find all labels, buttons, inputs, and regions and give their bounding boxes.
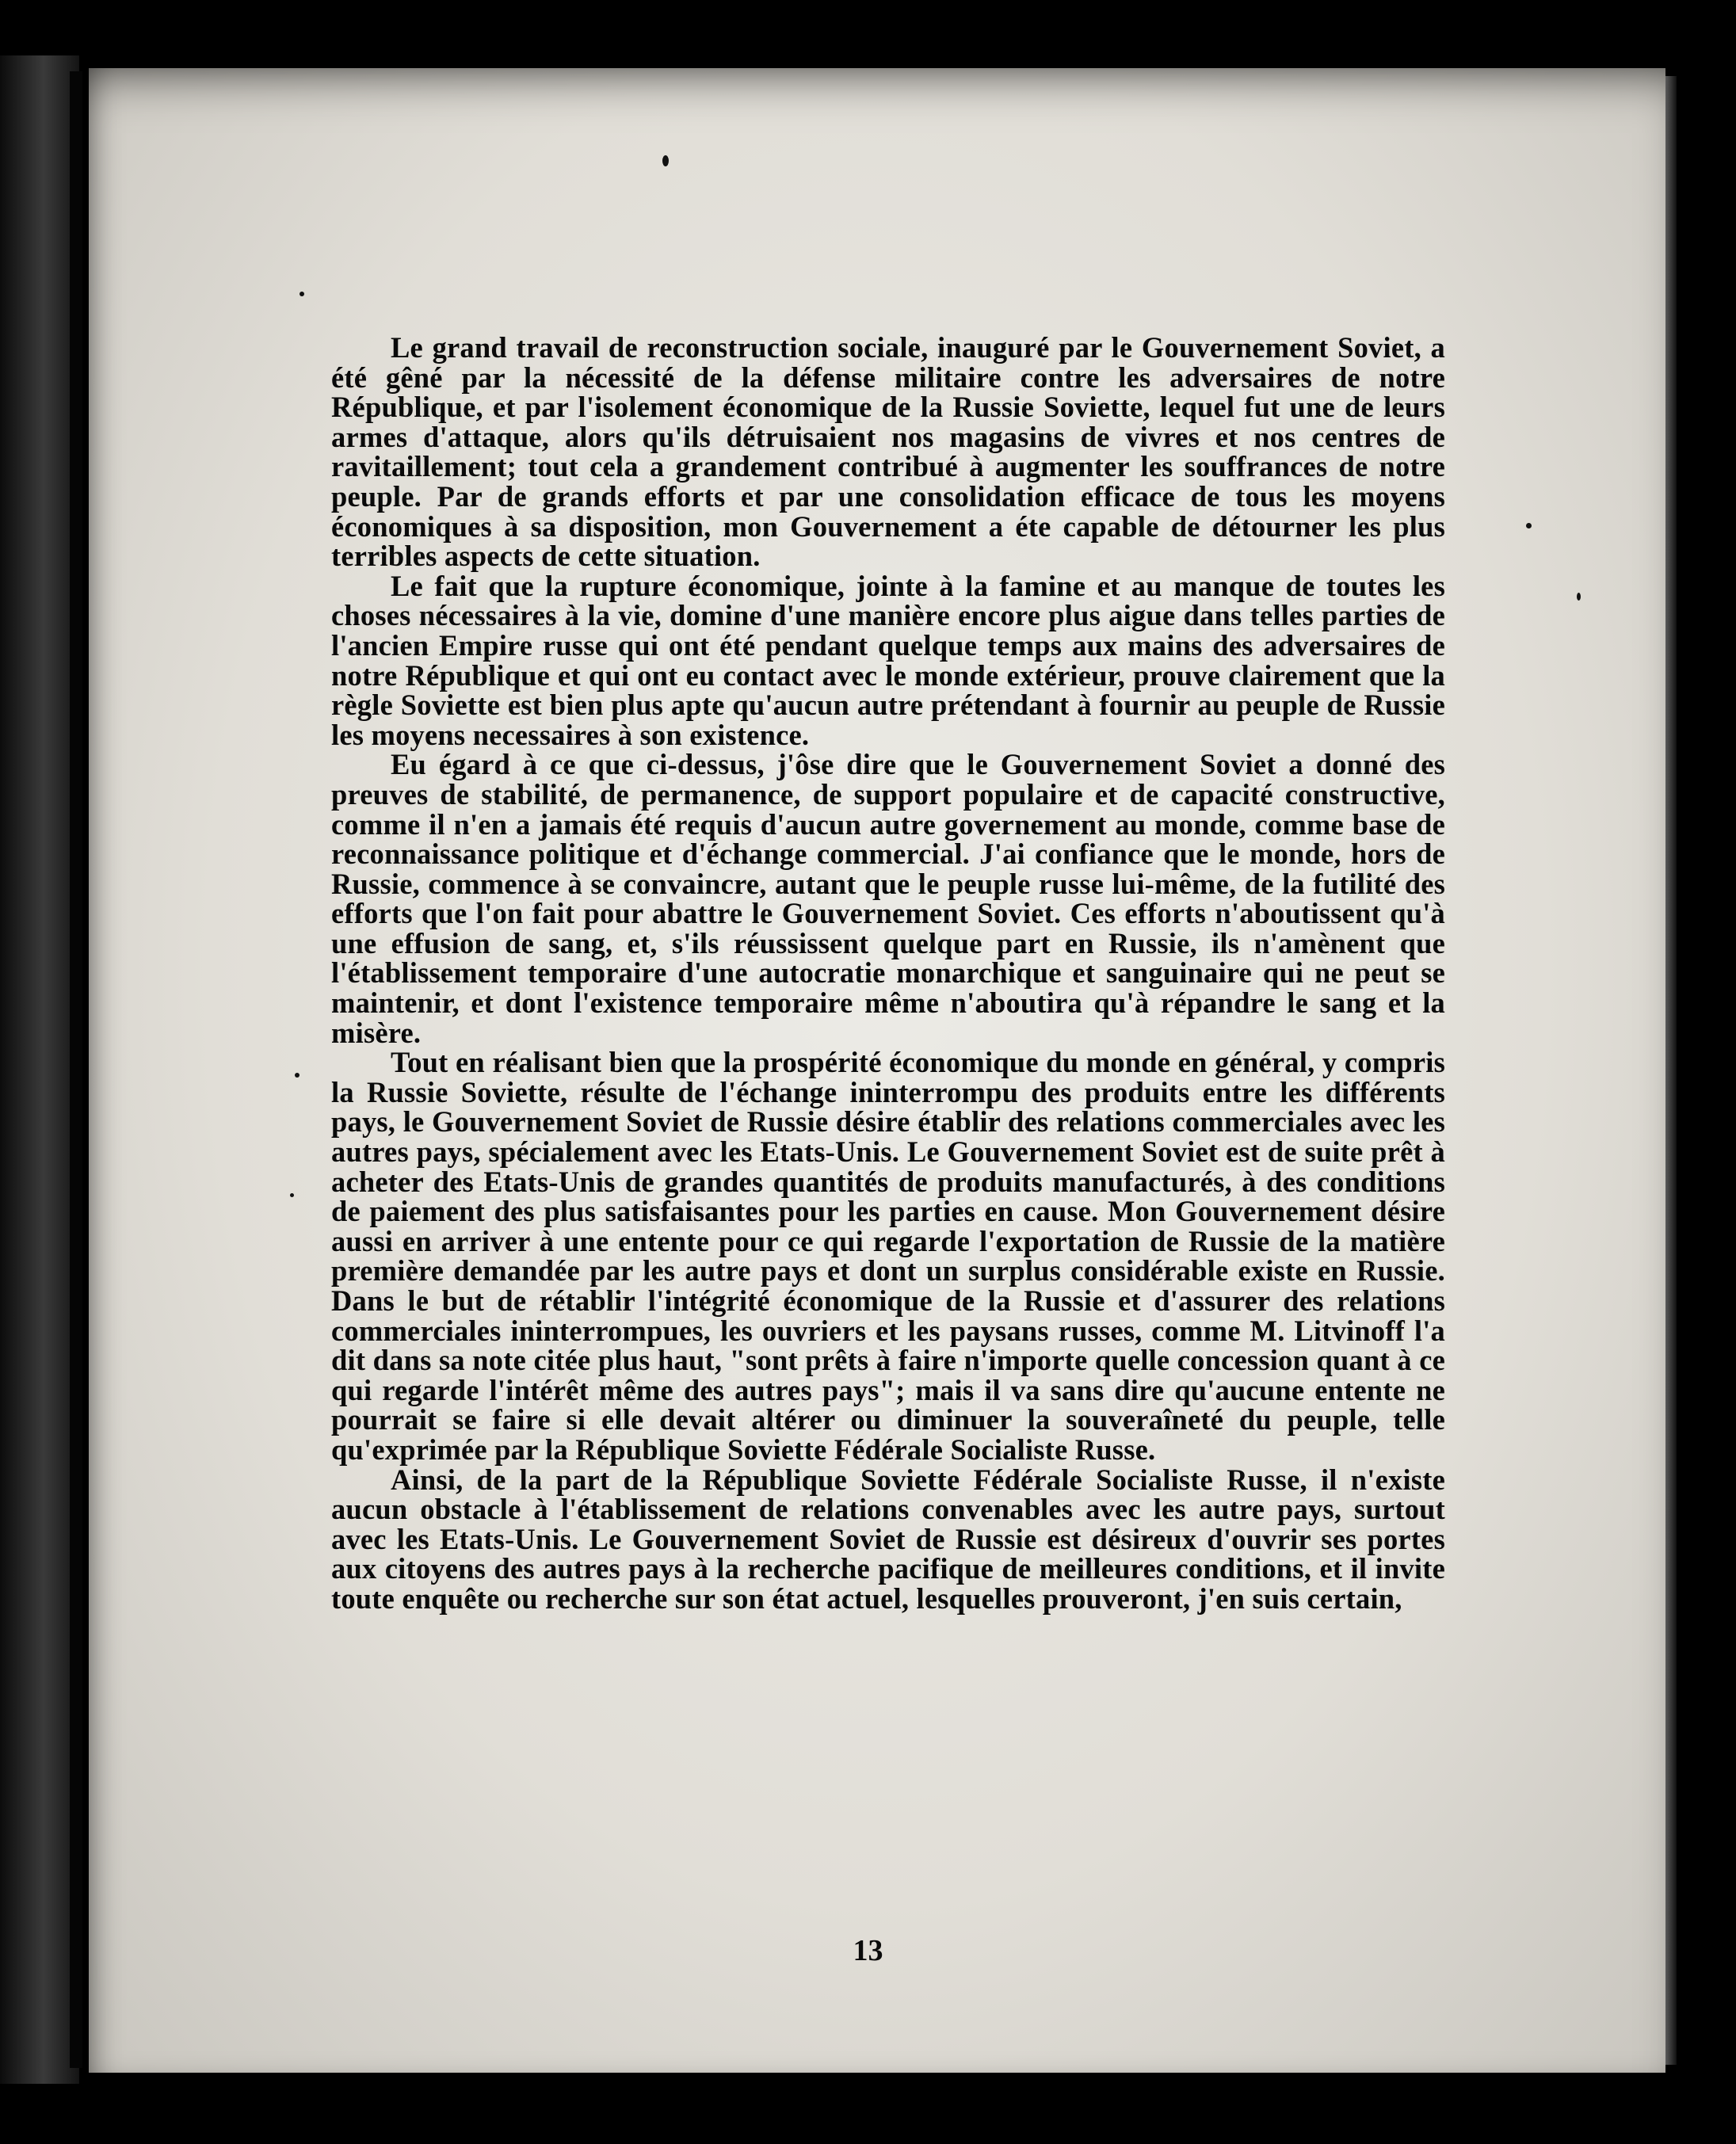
book-spine-edge bbox=[0, 55, 79, 2084]
speck-mark bbox=[1577, 593, 1581, 601]
paragraph: Le grand travail de reconstruction sociale, inauguré par le Gouvernement Soviet, a été gêné par la nécessité de la défense militaire contre les adversaires de notre République, et par l'isolement économique de la Russie Soviette, lequel fut une de leurs armes d'attaque, alors qu'ils détruisaient nos magasins de vivres et nos centres de ravitaillement; tout cela a grandement contribué à augmenter les souffrances de notre peuple. Par de grands efforts et par une consolidation efficace de tous les moyens économiques à sa disposition, mon Gouvernement a éte capable de détourner les plus terribles aspects de cette situation. bbox=[331, 331, 1445, 573]
speck-mark bbox=[300, 292, 304, 296]
speck-mark bbox=[1526, 523, 1532, 528]
paragraph: Eu égard à ce que ci-dessus, j'ôse dire que le Gouvernement Soviet a donné des preuves de stabilité, de permanence, de support populaire et de capacité constructive, comme il n'en a jamais été requis d'aucun autre governement au monde, comme base de reconnaissance politique et d'échange commercial. J'ai confiance que le monde, hors de Russie, commence à se convaincre, autant que le peuple russe lui-même, de la futilité des efforts que l'on fait pour abattre le Gouvernement Soviet. Ces efforts n'aboutissent qu'à une effusion de sang, et, s'ils réussissent quelque part en Russie, ils n'amènent que l'établissement temporaire d'une autocratie monarchique et sanguinaire qui ne peut se maintenir, et dont l'existence temporaire même n'aboutira qu'à répandre le sang et la misère. bbox=[331, 748, 1445, 1049]
spine-rule bbox=[70, 71, 82, 2068]
body-text bbox=[331, 333, 1445, 1614]
speck-mark bbox=[662, 155, 669, 166]
paragraph: Tout en réalisant bien que la prospérité économique du monde en général, y compris la Russie Soviette, résulte de l'échange ininterrompu des produits entre les différents pays, le Gouvernement Soviet de Russie désire établir des relations commerciales avec les autres pays, spécialement avec les Etats-Unis. Le Gouvernement Soviet est de suite prêt à acheter des Etats-Unis de grandes quantités de produits manufacturés, à des conditions de paiement des plus satisfaisantes pour les parties en cause. Mon Gouvernement désire aussi en arriver à une entente pour ce qui regarde l'exportation de Russie de la matière première demandée par les autre pays et dont un surplus considérable existe en Russie. Dans le but de rétablir l'intégrité économique de la Russie et d'assurer des relations commerciales ininterrompues, les ouvriers et les paysans russes, comme M. Litvinoff l'a dit dans sa note citée plus haut, "sont prêts à faire n'importe quelle concession quant à ce qui regarde l'intérêt même des autres pays"; mais il va sans dire qu'aucune entente ne pourrait se faire si elle devait altérer ou diminuer la souveraîneté du peuple, telle qu'exprimée par la République Soviette Fédérale Socialiste Russe. bbox=[331, 1046, 1445, 1466]
paragraph: Ainsi, de la part de la République Soviette Fédérale Socialiste Russe, il n'existe aucun obstacle à l'établissement de relations convenables avec les autre pays, surtout avec les Etats-Unis. Le Gouvernement Soviet de Russie est désireux d'ouvrir ses portes aux citoyens des autres pays à la recherche pacifique de meilleures conditions, et il invite toute enquête ou recherche sur son état actuel, lesquelles prouveront, j'en suis certain, bbox=[331, 1463, 1445, 1615]
page-number: 13 bbox=[853, 1934, 883, 1967]
paragraph: Le fait que la rupture économique, jointe à la famine et au manque de toutes les choses nécessaires à la vie, domine d'une manière encore plus aigue dans telles parties de l'ancien Empire russe qui ont été pendant quelque temps aux mains des adversaires de notre République et qui ont eu contact avec le monde extérieur, prouve clairement que la règle Soviette est bien plus apte qu'aucun autre prétendant à fournir au peuple de Russie les moyens necessaires à son existence. bbox=[331, 569, 1445, 751]
speck-mark bbox=[295, 1073, 300, 1078]
page-right-edge bbox=[1665, 76, 1677, 2065]
speck-mark bbox=[290, 1193, 294, 1197]
